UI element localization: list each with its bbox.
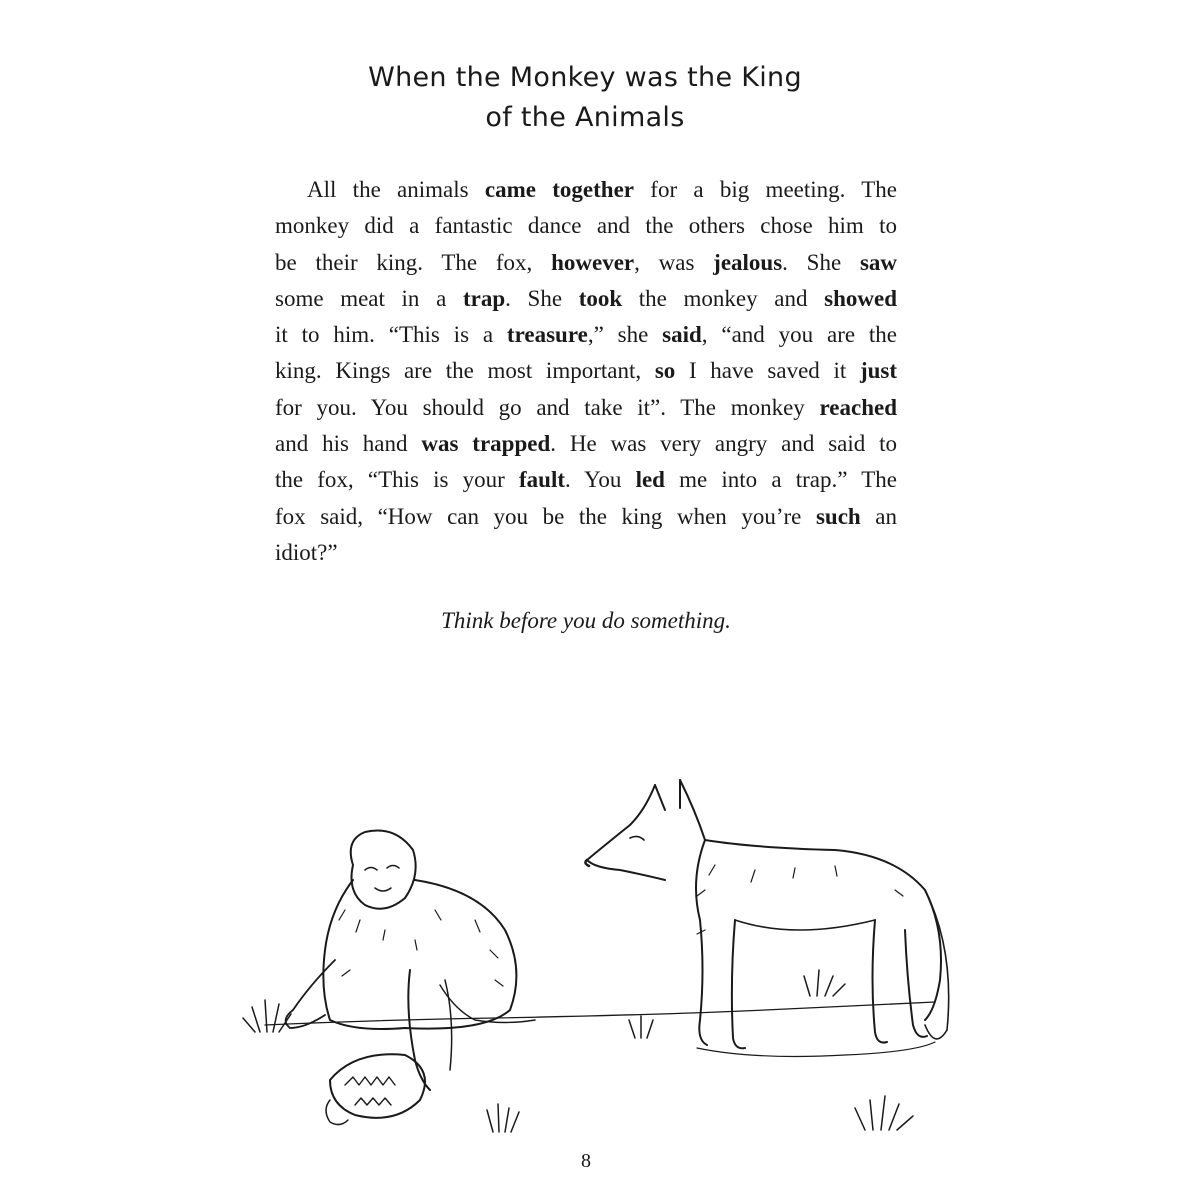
story-text-segment: for a big meeting. The xyxy=(634,177,898,202)
story-text-segment: it to him. “This is a xyxy=(275,322,507,348)
story-text-segment: , was xyxy=(634,249,714,275)
story-text-segment: be their king. The fox, xyxy=(275,249,552,275)
story-text-segment: . She xyxy=(505,285,579,311)
story-text-segment: some meat in a xyxy=(275,285,463,311)
vocabulary-word: jealous xyxy=(713,249,783,275)
story-title xyxy=(300,58,870,138)
story-line xyxy=(275,208,897,244)
vocabulary-word: just xyxy=(859,358,897,384)
story-text xyxy=(275,172,897,571)
story-moral: Think before you do something. xyxy=(441,608,731,633)
vocabulary-word: was trapped xyxy=(421,431,551,457)
story-text-segment: monkey did a fantastic dance and the others chose him to xyxy=(275,213,897,239)
story-text-segment: for you. You should go and take it”. The monkey xyxy=(275,394,820,420)
story-line xyxy=(275,353,897,389)
vocabulary-word: saw xyxy=(859,249,897,275)
story-text-segment: the fox, “This is your xyxy=(275,467,519,493)
ground-line xyxy=(265,1002,935,1025)
vocabulary-word: took xyxy=(578,285,623,311)
story-text-segment: , “and you are the xyxy=(701,322,897,348)
story-text-segment: All the animals xyxy=(307,177,485,202)
vocabulary-word: reached xyxy=(819,394,897,420)
vocabulary-word: showed xyxy=(824,285,898,311)
story-text-segment: . She xyxy=(782,249,860,275)
trap-drawing xyxy=(326,1054,425,1124)
story-text-segment: an xyxy=(860,503,897,529)
monkey-and-fox-illustration xyxy=(235,770,965,1150)
story-text-segment: idiot?” xyxy=(275,539,338,565)
story-line xyxy=(275,535,897,571)
story-line xyxy=(275,245,897,281)
story-text-segment: and his hand xyxy=(275,431,422,457)
story-line xyxy=(275,426,897,462)
story-text-segment: fox said, “How can you be the king when you’re xyxy=(275,503,816,529)
vocabulary-word: such xyxy=(815,503,861,529)
story-text-segment: . You xyxy=(565,467,636,493)
vocabulary-word: led xyxy=(635,467,665,493)
vocabulary-word: said xyxy=(662,322,702,348)
story-text-segment: king. Kings are the most important, xyxy=(275,358,655,384)
vocabulary-word: treasure xyxy=(506,322,588,348)
title-line-2: of the Animals xyxy=(485,102,685,133)
story-text-segment: . He was very angry and said to xyxy=(550,431,897,457)
story-text-segment: I have saved it xyxy=(675,358,860,384)
story-line xyxy=(275,172,897,208)
vocabulary-word: fault xyxy=(519,467,565,493)
title-line-1: When the Monkey was the King xyxy=(368,62,802,93)
vocabulary-word: however xyxy=(551,249,635,275)
story-line xyxy=(275,317,897,353)
story-text-segment: me into a trap.” The xyxy=(664,467,897,493)
monkey-drawing xyxy=(286,830,535,1090)
story-line xyxy=(275,390,897,426)
vocabulary-word: so xyxy=(654,358,676,384)
story-line xyxy=(275,462,897,498)
story-text-segment: the monkey and xyxy=(622,285,825,311)
vocabulary-word: came together xyxy=(484,177,634,202)
page-number: 8 xyxy=(581,1150,591,1172)
story-line xyxy=(275,281,897,317)
vocabulary-word: trap xyxy=(462,285,506,311)
story-line xyxy=(275,499,897,535)
story-text-segment: ,” she xyxy=(587,322,663,348)
